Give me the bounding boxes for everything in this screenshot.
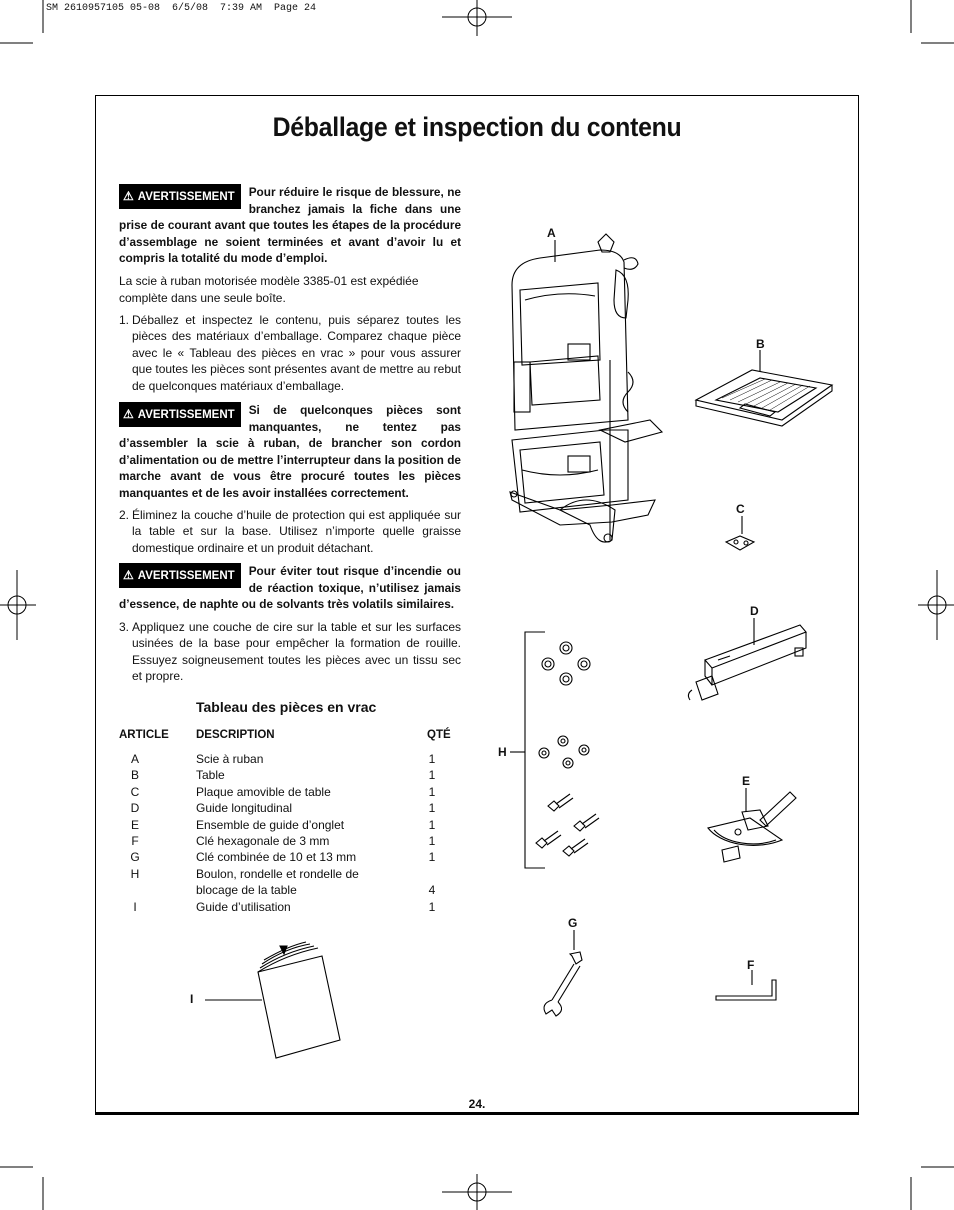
warning-triangle-icon: ⚠ <box>123 407 134 421</box>
warning-badge: ⚠ AVERTISSEMENT <box>119 402 241 427</box>
step-text: Déballez et inspectez le contenu, puis séparez toutes les pièces des matériaux d’emballage. Comparez chaque pièce avec le « Tableau des pièces en vrac » pour vous assurer que toutes les pièces sont présentes avant de mettre au rebut de quelconques matériaux d’emballage. <box>132 313 461 393</box>
cell-qty: 1 <box>428 817 436 832</box>
step-number: 2. <box>119 508 130 522</box>
cell-description: Guide d’utilisation <box>196 899 291 914</box>
hex-key-drawing <box>716 970 776 1000</box>
cell-article: E <box>130 817 139 832</box>
cell-qty: 1 <box>428 768 436 783</box>
header-description: DESCRIPTION <box>196 729 275 741</box>
step-text: Appliquez une couche de cire sur la table et sur les surfaces usinées de la base pour empêcher la formation de rouille. Essuyez soigneusement toutes les pièces avec un tissu sec et propre. <box>132 620 461 684</box>
warning-triangle-icon: ⚠ <box>123 568 134 582</box>
band-saw-drawing <box>510 234 662 542</box>
warning-triangle-icon: ⚠ <box>123 189 134 203</box>
figure-label-i: I <box>190 992 194 1006</box>
cell-qty: 1 <box>428 801 436 816</box>
print-slug: SM 2610957105 05-08 6/5/08 7:39 AM Page 24 <box>46 3 317 14</box>
page-title: Déballage et inspection du contenu <box>272 112 682 142</box>
miter-gauge-drawing <box>708 788 796 862</box>
header-article: ARTICLE <box>119 729 169 741</box>
warning-text: Si de quelconques pièces sont manquantes, ne tentez pas d’assembler la scie à ruban, de brancher son cordon d’alimentation ou de mettre l’interrupteur dans la position de marche avant de vous être procuré toutes les pièces manquantes et de les avoir installées correctement. <box>119 403 461 500</box>
figure-label-g: G <box>568 916 578 930</box>
cell-qty: 1 <box>428 752 436 766</box>
warning-badge: ⚠ AVERTISSEMENT <box>119 563 241 588</box>
cell-description: Ensemble de guide d’onglet <box>196 817 345 832</box>
cell-article: D <box>130 801 140 816</box>
cell-description: Guide longitudinal <box>196 801 293 816</box>
page-number: 24. <box>468 1097 486 1111</box>
cell-qty: 1 <box>428 784 436 799</box>
cell-article: H <box>130 866 140 881</box>
cell-article: F <box>131 833 139 848</box>
figure-label-h: H <box>498 745 507 759</box>
rip-fence-drawing <box>688 618 806 700</box>
warning-text: Pour réduire le risque de blessure, ne branchez jamais la fiche dans une prise de courant avant que toutes les étapes de la procédure d’assemblage ne soient terminées et avant d’avoir lu et compris la totalité du mode d’emploi. <box>119 185 461 265</box>
header-qty: QTÉ <box>427 729 451 741</box>
figure-label-a: A <box>547 226 556 240</box>
table-drawing <box>696 350 832 426</box>
figure-label-d: D <box>750 604 759 618</box>
cell-article: I <box>133 899 137 914</box>
insert-plate-drawing <box>726 516 754 550</box>
cell-description: Table <box>196 768 225 783</box>
cell-description: Boulon, rondelle et rondelle de <box>196 866 359 881</box>
cell-description: Clé combinée de 10 et 13 mm <box>196 850 357 865</box>
cell-qty: 1 <box>428 833 436 848</box>
figure-label-c: C <box>736 502 745 516</box>
cell-article: G <box>130 850 140 865</box>
step-text: Éliminez la couche d’huile de protection qui est appliquée sur la table et sur la base. Utilisez n’importe quelle graisse domestique ordinaire et un produit détachant. <box>132 508 461 555</box>
cell-article: B <box>130 768 139 783</box>
warning-text: Pour éviter tout risque d’incendie ou de réaction toxique, n’utilisez jamais d’essence, de naphte ou de solvants très volatils similaires. <box>119 564 461 611</box>
cell-qty: 1 <box>428 850 436 865</box>
parts-table-title: Tableau des pièces en vrac <box>196 699 377 715</box>
hardware-bracket-drawing <box>510 632 599 868</box>
cell-qty: 1 <box>428 899 436 914</box>
cell-article: A <box>130 752 139 766</box>
figure-label-e: E <box>742 774 751 788</box>
cell-description: Clé hexagonale de 3 mm <box>196 833 330 848</box>
manual-drawing <box>205 942 340 1058</box>
cell-description: Scie à ruban <box>196 752 264 766</box>
warning-badge: ⚠ AVERTISSEMENT <box>119 184 241 209</box>
figure-label-b: B <box>756 337 765 351</box>
step-number: 1. <box>119 313 130 327</box>
figure-label-f: F <box>747 958 755 972</box>
cell-description: Plaque amovible de table <box>196 784 331 799</box>
step-number: 3. <box>119 620 130 634</box>
combination-wrench-drawing <box>544 930 582 1016</box>
intro-paragraph: La scie à ruban motorisée modèle 3385-01 est expédiée complète dans une seule boîte. <box>119 274 419 305</box>
cell-article: C <box>130 784 140 799</box>
cell-description: blocage de la table <box>196 883 297 898</box>
cell-qty: 4 <box>428 883 436 898</box>
